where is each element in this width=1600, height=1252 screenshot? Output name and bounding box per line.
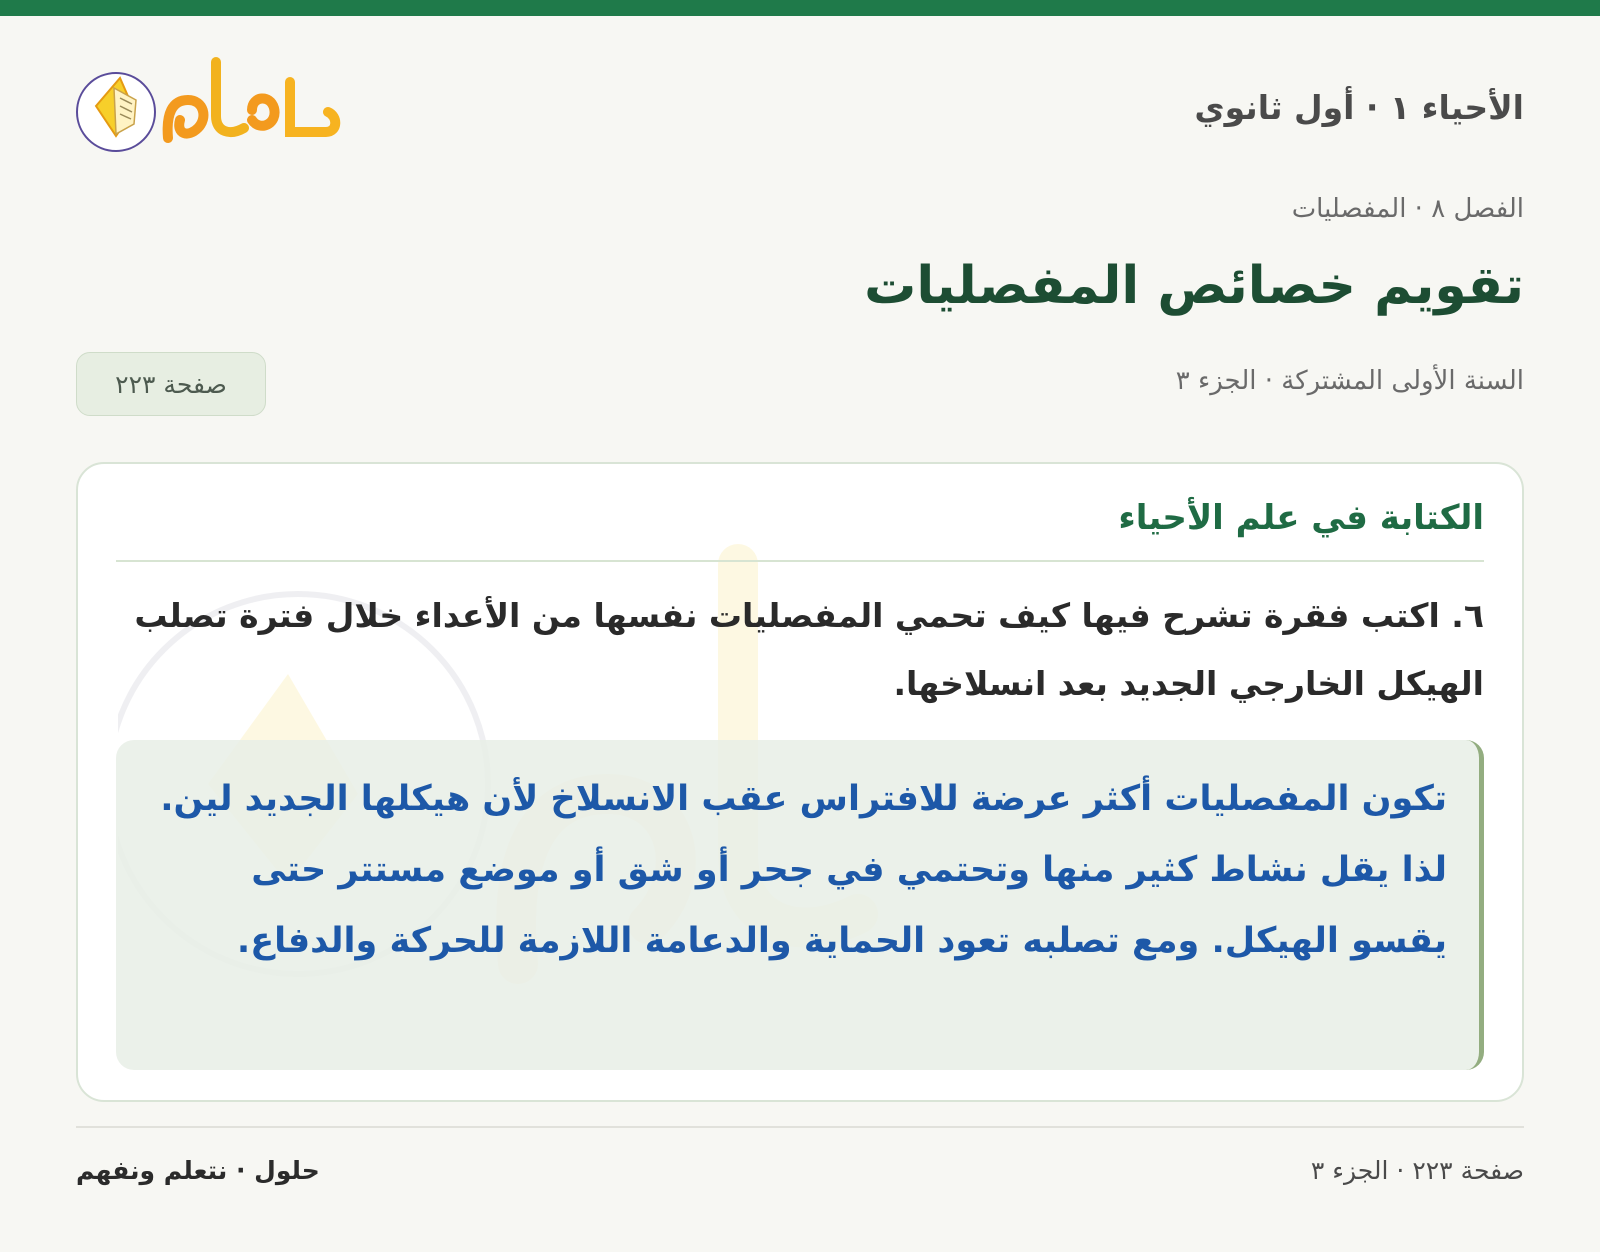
question-text: ٦. اكتب فقرة تشرح فيها كيف تحمي المفصليات نفسها من الأعداء خلال فترة تصلب الهيكل الخارجي الجديد بعد انسلاخها. [134,596,1484,703]
page-badge: صفحة ٢٢٣ [76,352,266,416]
top-accent-bar [0,0,1600,16]
footer-page-info: صفحة ٢٢٣ · الجزء ٣ [1310,1156,1524,1185]
chapter-label: الفصل ٨ · المفصليات [1291,194,1524,224]
section-divider [116,560,1484,562]
footer-brand: حلول · نتعلم ونفهم [76,1156,320,1185]
card-content [116,464,1484,1100]
book-title: الأحياء ١ · أول ثانوي [1194,88,1524,127]
logo-graphic [76,54,346,154]
hulul-logo[interactable] [76,54,346,154]
section-title: الكتابة في علم الأحياء [1118,498,1484,538]
question-card [76,462,1524,1102]
lesson-meta [76,352,1524,418]
header [76,54,1524,154]
answer-box: تكون المفصليات أكثر عرضة للافتراس عقب الانسلاخ لأن هيكلها الجديد لين. لذا يقل نشاط كثير منها وتحتمي في جحر أو شق أو موضع مستتر حتى يقسو الهيكل. ومع تصلبه تعود الحماية والدعامة اللازمة للحركة والدفاع. [116,740,1484,1070]
lesson-title: تقويم خصائص المفصليات [864,256,1524,316]
footer-divider [76,1126,1524,1128]
page [76,16,1524,1252]
course-label: السنة الأولى المشتركة · الجزء ٣ [1175,366,1524,396]
